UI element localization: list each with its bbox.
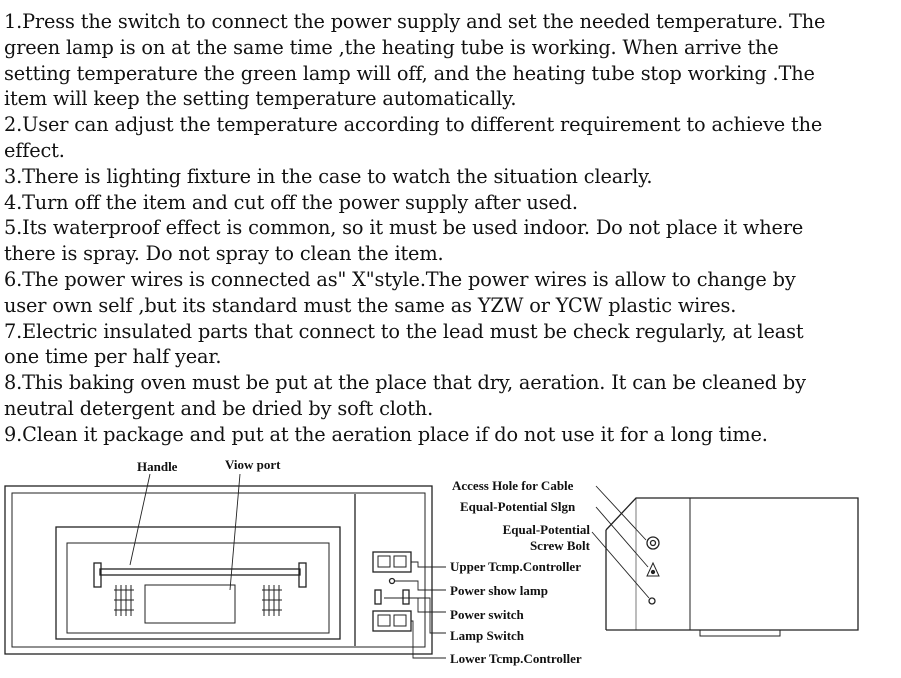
instruction-6: 6.The power wires is connected as" X"style.The power wires is allow to change by user own self ,but its standard must the same as YZW or YCW plastic wires. (4, 267, 796, 317)
instruction-1: 1.Press the switch to connect the power supply and set the needed temperature. The green lamp is on at the same time ,the heating tube is working. When arrive the setting temperature the green lamp will off, and the heating tube stop working .The item will keep the setting temperature automatically. (4, 10, 826, 111)
label-access-hole: Access Hole for Cable (452, 478, 574, 493)
oven-door-inner (67, 543, 329, 633)
instruction-3: 3.There is lighting fixture in the case to watch the situation clearly. (4, 164, 653, 188)
power-switch (375, 590, 381, 604)
label-upper-temp-controller: Upper Tcmp.Controller (450, 559, 581, 574)
side-foot (700, 630, 780, 636)
vent-slots-right (262, 585, 282, 616)
instruction-5: 5.Its waterproof effect is common, so it must be used indoor. Do not place it where there is spray. Do not spray to clean the item. (4, 216, 804, 266)
oven-door (56, 527, 340, 639)
door-handle-bar (100, 569, 300, 575)
label-power-switch: Power switch (450, 607, 524, 622)
vent-slots-left (114, 585, 134, 616)
oven-front-body (5, 486, 432, 654)
access-hole-icon (647, 537, 659, 549)
lower-temp-controller (373, 611, 411, 631)
label-view-port: Viow port (225, 457, 281, 472)
oven-side-body (606, 498, 858, 630)
label-lamp-switch: Lamp Switch (450, 628, 525, 643)
upper-temp-controller (373, 552, 411, 572)
label-equal-potential-bolt-2: Screw Bolt (529, 538, 590, 553)
side-leader-lines (592, 486, 649, 598)
view-port-window (145, 585, 235, 623)
lamp-switch (403, 590, 409, 604)
instruction-8: 8.This baking oven must be put at the place that dry, aeration. It can be cleaned by neutral detergent and be dried by soft cloth. (4, 371, 806, 420)
label-power-show-lamp: Power show lamp (450, 583, 548, 598)
instruction-2: 2.User can adjust the temperature according to different requirement to achieve the effect. (4, 113, 823, 162)
instruction-7: 7.Electric insulated parts that connect to the lead must be check regularly, at least one time per half year. (4, 319, 804, 369)
label-equal-potential-bolt-1: Equal-Potential (502, 522, 590, 537)
label-lower-temp-controller: Lower Tcmp.Controller (450, 651, 582, 666)
power-show-lamp (390, 579, 395, 584)
equal-potential-bolt-icon (649, 598, 655, 604)
label-equal-potential-sign: Equal-Potential Slgn (460, 499, 576, 514)
label-handle: Handle (137, 459, 178, 474)
instruction-4: 4.Turn off the item and cut off the power supply after used. (4, 190, 578, 214)
oven-front-inner-frame (12, 493, 425, 647)
instruction-9: 9.Clean it package and put at the aeration place if do not use it for a long time. (4, 422, 768, 446)
